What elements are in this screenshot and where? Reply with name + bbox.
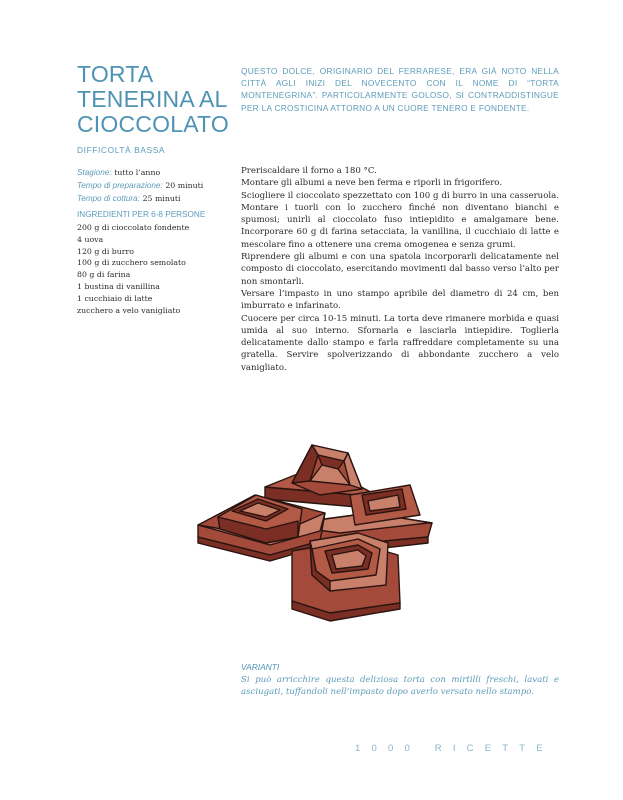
page-footer: 1000 RICETTE — [355, 743, 554, 754]
title-line: CIOCCOLATO — [77, 111, 229, 137]
ingredient-item: 200 g di cioccolato fondente — [77, 223, 190, 232]
meta-label: Tempo di cottura: — [77, 194, 140, 203]
step: Sciogliere il cioccolato spezzettato con 100 g di burro in una casseruola. Montare i tuorli con lo zucchero finché non diventano bianchi e spumosi; unirli al cioccolato fuso intiepidito e amalgamare bene. Incorporare 60 g di farina setacciata, la vanillina, il cucchiaio di latte e mescolare fino a ottenere una crema omogenea e senza grumi. — [241, 190, 559, 250]
step: Versare l’impasto in uno stampo apribile del diametro di 24 cm, ben imburrato e infarinato. — [241, 288, 559, 312]
ingredient-item: 120 g di burro — [77, 246, 134, 256]
meta-label: Tempo di preparazione: — [77, 181, 163, 190]
ingredient-item: 100 g di zucchero semolato — [77, 258, 186, 268]
variants-heading: VARIANTI — [241, 662, 280, 672]
meta-value: tutto l’anno — [114, 168, 161, 177]
ingredients-list — [77, 222, 189, 316]
meta-season — [77, 166, 237, 179]
ingredient-item: 1 bustina di vanillina — [77, 281, 160, 291]
ingredients-heading: INGREDIENTI PER 6-8 PERSONE — [77, 210, 206, 219]
meta-label: Stagione: — [77, 168, 112, 177]
ingredient-item: zucchero a velo vanigliato — [77, 305, 181, 315]
meta-value: 25 minuti — [142, 194, 181, 203]
ingredient-item: 1 cucchiaio di latte — [77, 293, 153, 303]
difficulty-label: DIFFICOLTÀ BASSA — [77, 145, 166, 155]
chocolate-pieces-illustration — [180, 425, 445, 635]
recipe-steps — [241, 165, 559, 374]
step: Montare gli albumi a neve ben ferma e riporli in frigorifero. — [241, 178, 503, 189]
meta-value: 20 minuti — [165, 181, 204, 190]
variants-box — [241, 662, 559, 699]
ingredient-item: 80 g di farina — [77, 270, 131, 280]
recipe-title — [77, 62, 237, 137]
recipe-intro: QUESTO DOLCE, ORIGINARIO DEL FERRARESE, ERA GIÀ NOTO NELLA CITTÀ AGLI INIZI DEL NOVECENTO CON IL NOME DI “TORTA MONTENEGRINA”. PARTICOLARMENTE GOLOSO, SI CONTRADDISTINGUE PER LA CROSTICINA ATTORNO A UN CUORE TENERO E FONDENTE. — [241, 66, 559, 113]
step: Riprendere gli albumi e con una spatola incorporarli delicatamente nel composto di cioccolato, esercitando movimenti dal basso verso l’alto per non smontarli. — [241, 252, 559, 287]
step: Preriscaldare il forno a 180 °C. — [241, 166, 377, 176]
ingredient-item: 4 uova — [77, 234, 104, 244]
meta-prep-time — [77, 179, 237, 192]
step: Cuocere per circa 10-15 minuti. La torta deve rimanere morbida e quasi umida al suo interno. Sfornarla e lasciarla intiepidire. Toglierla delicatamente dallo stampo e farla raffreddare completamente su una gratella. Servire spolverizzando di abbondante zucchero a velo vanigliato. — [241, 313, 559, 373]
meta-cook-time — [77, 192, 237, 205]
variants-text: Si può arricchire questa deliziosa torta con mirtilli freschi, lavati e asciugati, tuffandoli nell’impasto dopo averlo versato nello stampo. — [241, 675, 559, 698]
title-line: TENERINA AL — [77, 86, 228, 112]
title-line: TORTA — [77, 61, 154, 87]
recipe-meta — [77, 166, 237, 205]
